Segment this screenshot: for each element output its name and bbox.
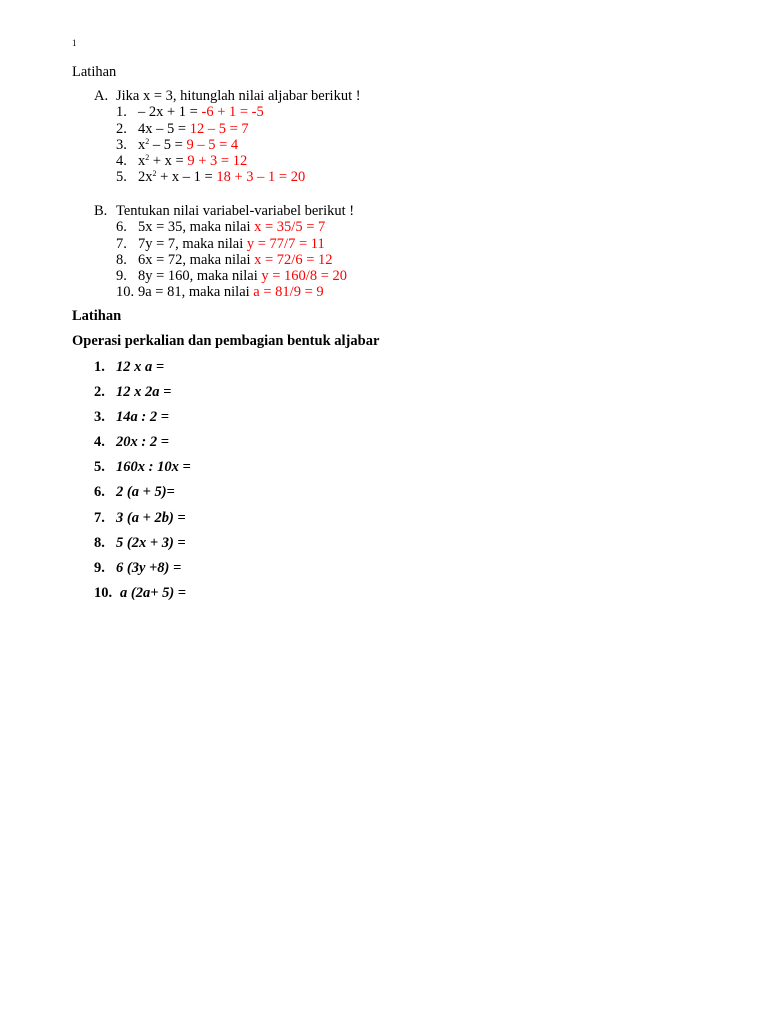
item-expression: 6 (3y +8) = [116,559,182,576]
item-answer: y = 77/7 = 11 [246,235,325,252]
item-answer: 9 + 3 = 12 [187,153,248,170]
item-exponent: 2 [145,153,150,163]
item-number: 10. [94,584,113,601]
list-item [116,104,361,120]
list-item [116,137,361,153]
item-answer: 18 + 3 – 1 = 20 [216,169,306,186]
list-item [94,433,191,458]
list-item [94,584,191,609]
item-question-base: 2x [138,169,153,186]
item-answer: 12 – 5 = 7 [189,120,249,137]
section-b-title: Tentukan nilai variabel-variabel berikut ! [116,203,355,219]
item-number: 1. [94,359,105,375]
list-item [94,383,191,408]
section-b-header [94,203,354,219]
item-expression: 5 (2x + 3) = [116,534,186,551]
item-expression: 12 x a = [116,359,165,375]
list-item [94,509,191,534]
list-item [94,559,191,584]
section-b-items [116,219,354,300]
list-item [94,408,191,433]
item-expression: 20x : 2 = [116,434,169,451]
item-number: 2. [116,120,127,137]
list-item [116,153,361,169]
item-answer: x = 72/6 = 12 [254,251,333,268]
list-item [116,236,354,252]
item-number: 7. [94,509,105,526]
list-item [94,458,191,483]
list-item [94,358,191,383]
item-number: 5. [94,459,105,476]
item-number: 9. [94,559,105,576]
section-a-items [116,104,361,185]
item-number: 6. [116,219,127,236]
item-expression: 160x : 10x = [116,459,191,476]
item-number: 4. [94,434,105,451]
item-number: 3. [94,409,105,426]
item-question: – 2x + 1 = [138,104,202,121]
item-answer: 9 – 5 = 4 [186,136,239,153]
exercise-heading-2: Latihan [72,308,122,324]
item-expression: 12 x 2a = [116,384,172,401]
item-number: 6. [94,484,105,501]
item-answer: x = 35/5 = 7 [254,219,326,236]
list-item [116,169,361,185]
item-question: 5x = 35, maka nilai [138,219,255,236]
section-a-header [94,88,361,104]
operations-heading: Operasi perkalian dan pembagian bentuk aljabar [72,333,380,349]
item-expression: 3 (a + 2b) = [116,509,186,526]
item-question-base: x [138,136,146,153]
item-number: 3. [116,136,127,153]
item-exponent: 2 [145,136,150,146]
item-question: 4x – 5 = [138,120,190,137]
item-number: 5. [116,169,127,186]
section-a-title: Jika x = 3, hitunglah nilai aljabar berikut ! [116,88,361,104]
operations-list [94,358,191,609]
item-question-base: x [138,153,146,170]
item-answer: -6 + 1 = -5 [201,104,264,121]
section-a-letter: A. [94,88,109,104]
item-question: 8y = 160, maka nilai [138,268,262,285]
item-number: 8. [94,534,105,551]
list-item [116,219,354,235]
item-expression: a (2a+ 5) = [120,584,187,601]
item-question: 7y = 7, maka nilai [138,235,247,252]
section-b [94,203,354,301]
exercise-heading-1: Latihan [72,64,117,80]
item-question-rest: – 5 = [149,136,187,153]
item-question: 9a = 81, maka nilai [138,284,254,301]
list-item [116,252,354,268]
item-number: 1. [116,104,127,121]
page-number: 1 [72,38,77,48]
item-number: 9. [116,268,127,285]
item-answer: y = 160/8 = 20 [261,268,347,285]
list-item [116,268,354,284]
section-a [94,88,361,186]
item-number: 10. [116,284,135,301]
item-question: 6x = 72, maka nilai [138,251,255,268]
item-exponent: 2 [152,169,157,179]
list-item [94,483,191,508]
section-b-letter: B. [94,203,108,219]
item-number: 4. [116,153,127,170]
item-number: 7. [116,235,127,252]
list-item [116,121,361,137]
list-item [94,534,191,559]
item-number: 8. [116,251,127,268]
item-question-rest: + x = [149,153,188,170]
item-expression: 14a : 2 = [116,409,169,426]
item-answer: a = 81/9 = 9 [253,284,324,301]
item-expression: 2 (a + 5)= [116,484,175,501]
item-question-rest: + x – 1 = [156,169,217,186]
item-number: 2. [94,384,105,401]
list-item [116,284,354,300]
